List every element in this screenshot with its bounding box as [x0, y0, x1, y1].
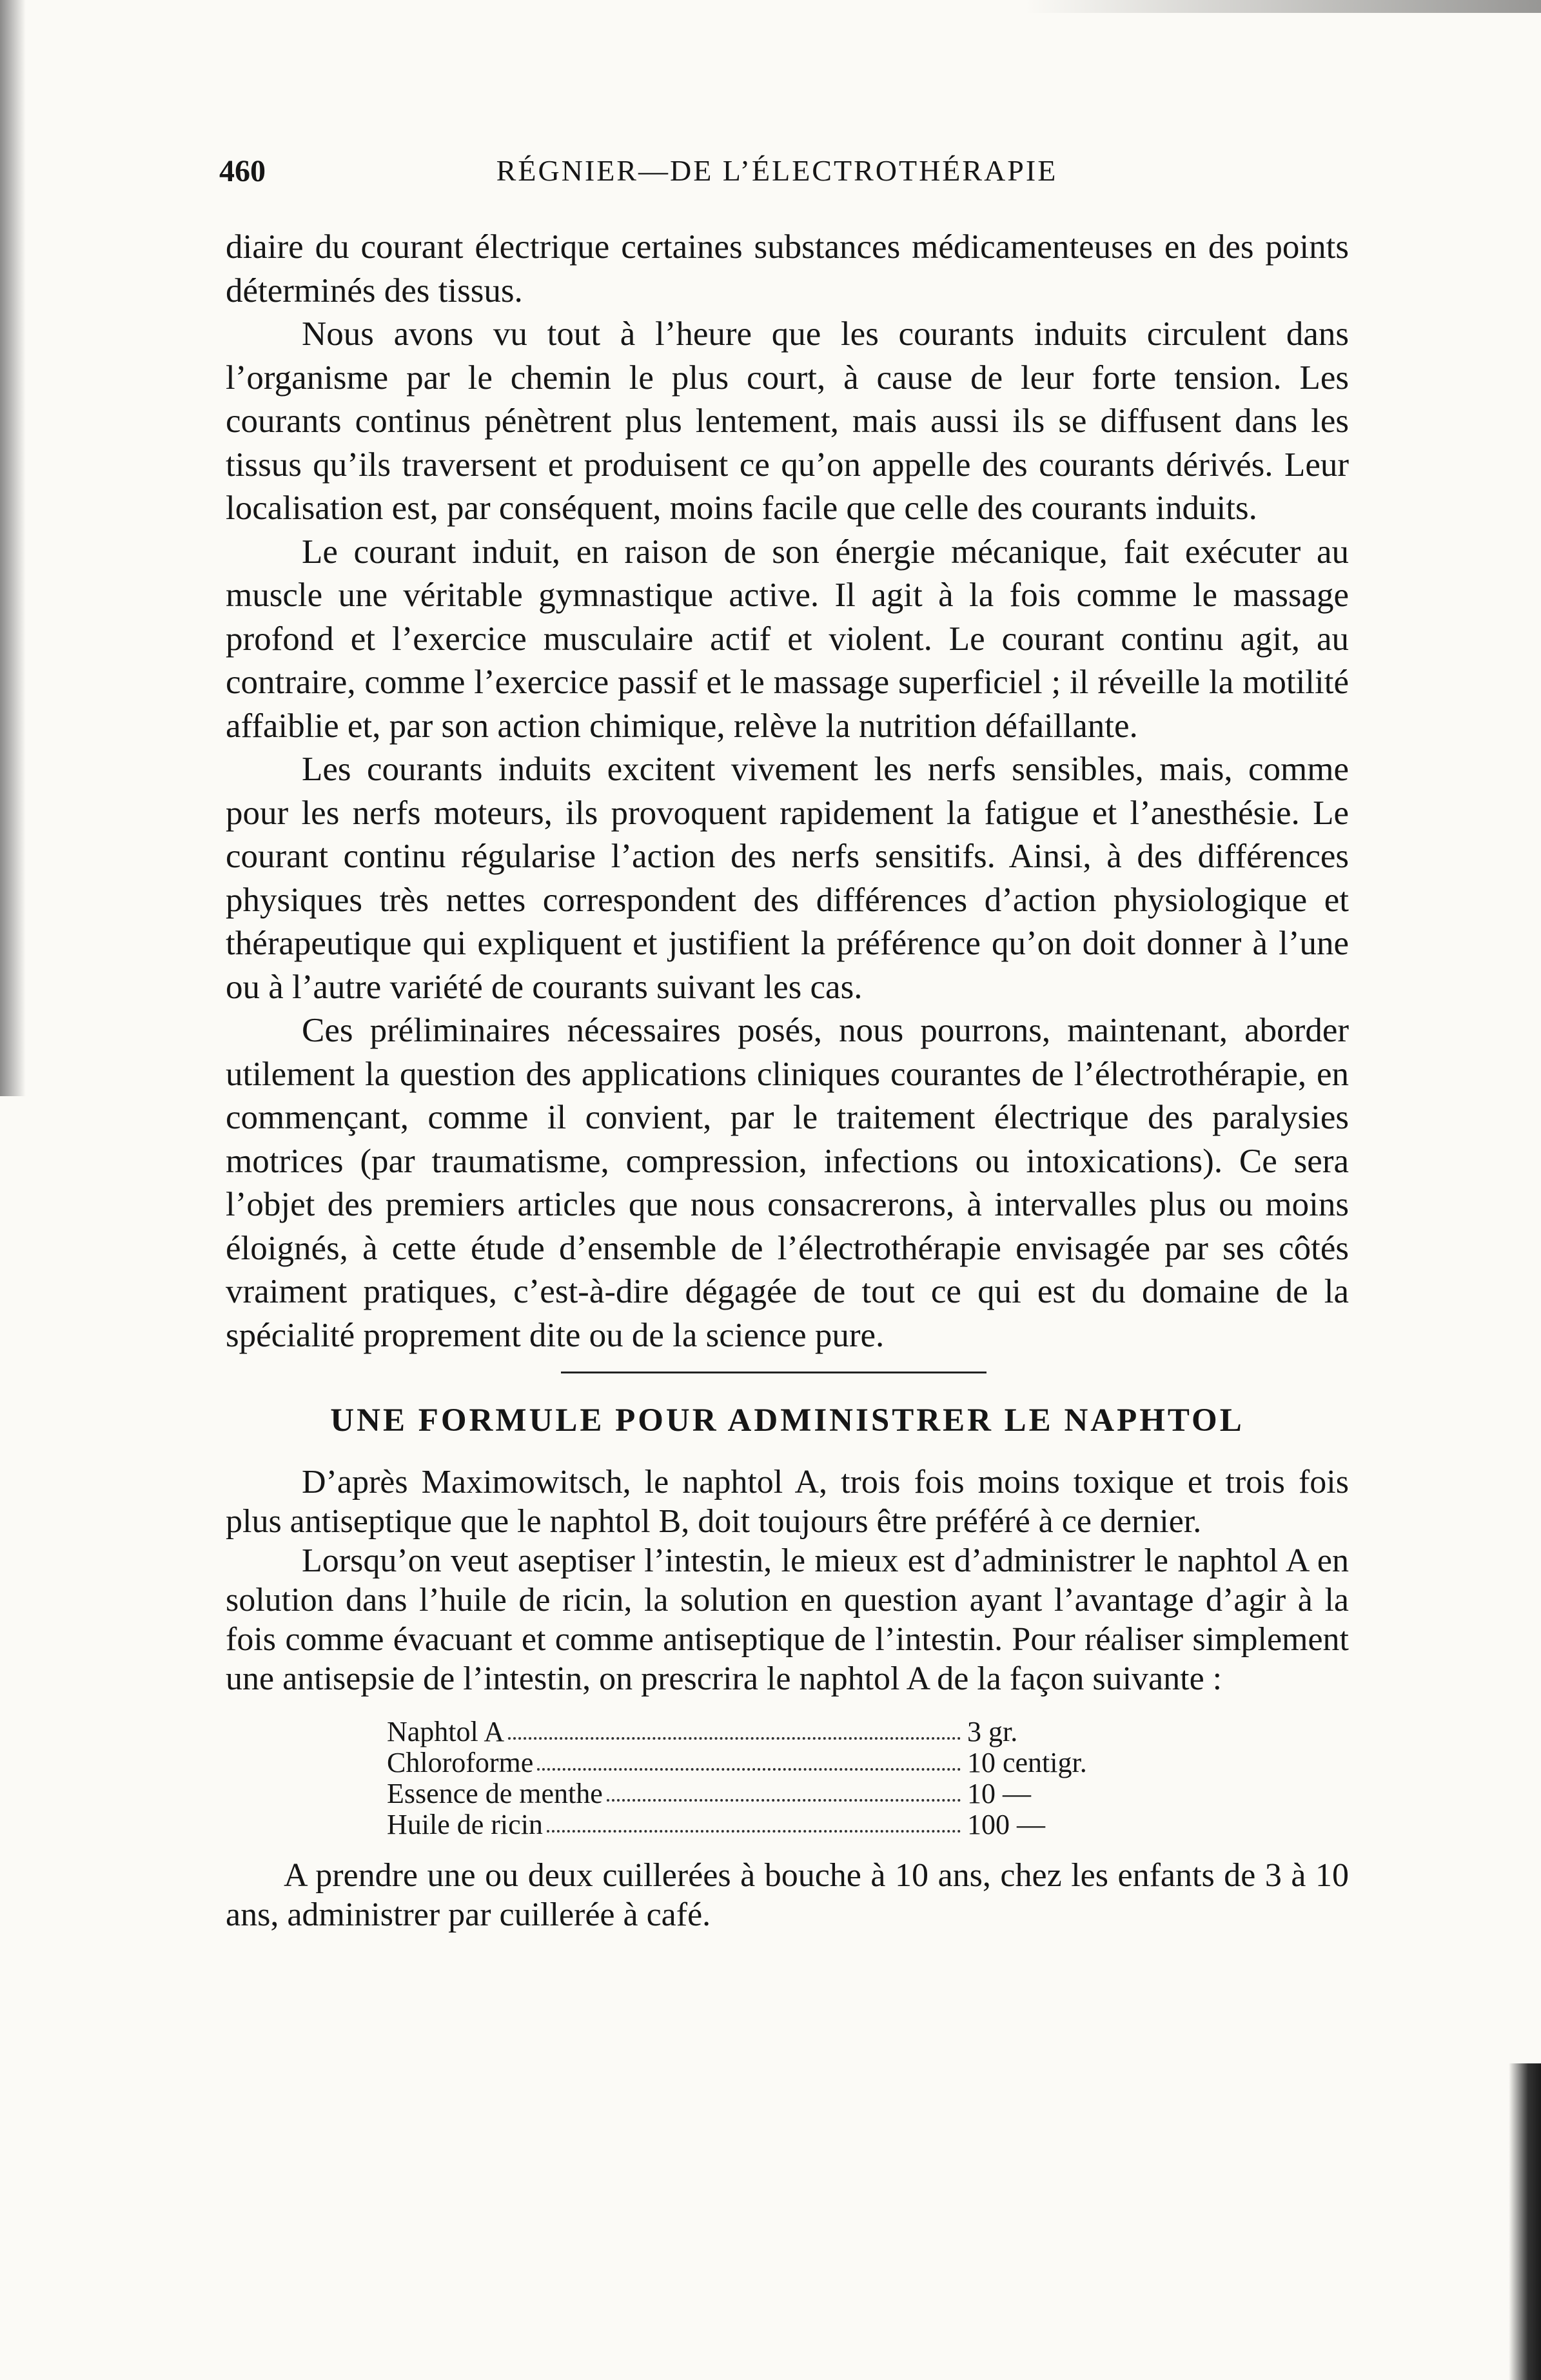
paragraph-sensory-nerves: Les courants induits excitent vivement les nerfs sensibles, mais, comme pour les nerfs moteurs, ils provoquent rapidement la fatigue et l’anesthésie. Le courant continu régularise l’action des nerfs sensitifs. Ainsi, à des différences physiques très nettes correspondent des différences d’action physiologique et thérapeutique qui expliquent et justifient la préférence qu’on doit donner à l’une ou à l’autre variété de courants suivant les cas.	[226, 751, 1349, 1006]
formula-ingredient: Essence de menthe	[387, 1778, 603, 1809]
paragraph-induced-currents: Nous avons vu tout à l’heure que les courants induits circulent dans l’organisme par le chemin le plus court, à cause de leur forte tension. Les courants continus pénètrent plus lentement, mais aussi ils se diffusent dans les tissus qu’ils traversent et produisent ce qu’on appelle des courants dérivés. Leur localisation est, par conséquent, moins facile que celle des courants induits.	[226, 315, 1349, 527]
formula-ingredient: Naphtol A	[387, 1716, 505, 1747]
section-divider	[561, 1372, 986, 1373]
prescription-formula	[226, 1716, 1349, 1840]
section-title: UNE FORMULE POUR ADMINISTRER LE NAPHTOL	[330, 1402, 1244, 1439]
leader-dots	[508, 1716, 961, 1740]
formula-row	[387, 1716, 1161, 1747]
paragraph-maximowitsch: D’après Maximowitsch, le naphtol A, trois fois moins toxique et trois fois plus antiseptique que le naphtol B, doit toujours être préféré à ce dernier.	[226, 1464, 1349, 1540]
formula-quantity: 100 —	[967, 1809, 1045, 1840]
paragraph-continuation: diaire du courant électrique certaines substances médicamenteuses en des points déterminés des tissus.	[226, 228, 1349, 310]
page-edge-shadow-top	[1025, 0, 1541, 13]
leader-dots	[607, 1778, 961, 1802]
formula-row	[387, 1809, 1161, 1840]
paragraph-preliminaries: Ces préliminaires nécessaires posés, nous pourrons, maintenant, aborder utilement la question des applications cliniques courantes de l’électrothérapie, en commençant, comme il convient, par le traitement électrique des paralysies motrices (par traumatisme, compression, infections ou intoxications). Ce sera l’objet des premiers articles que nous consacrerons, à intervalles plus ou moins éloignés, à cette étude d’ensemble de l’électrothérapie envisagée par ses côtés vraiment pratiques, c’est-à-dire dégagée de tout ce qui est du domaine de la spécialité proprement dite ou de la science pure.	[226, 1012, 1349, 1354]
formula-row	[387, 1778, 1161, 1809]
page-number: 460	[219, 154, 266, 188]
page-edge-shadow-right	[1509, 2063, 1541, 2380]
formula-ingredient: Huile de ricin	[387, 1809, 543, 1840]
page-header	[219, 153, 1335, 199]
paragraph-dosage: A prendre une ou deux cuillerées à bouche à 10 ans, chez les enfants de 3 à 10 ans, administrer par cuillerée à café.	[226, 1857, 1349, 1933]
paragraph-muscle-action: Le courant induit, en raison de son énergie mécanique, fait exécuter au muscle une véritable gymnastique active. Il agit à la fois comme le massage profond et l’exercice musculaire actif et violent. Le courant continu agit, au contraire, comme l’exercice passif et le massage superficiel ; il réveille la motilité affaiblie et, par son action chimique, relève la nutrition défaillante.	[226, 533, 1349, 745]
page-edge-shadow-left	[0, 0, 26, 1096]
formula-quantity: 10 centigr.	[967, 1747, 1087, 1778]
formula-quantity: 10 —	[967, 1778, 1031, 1809]
formula-row	[387, 1747, 1161, 1778]
formula-ingredient: Chloroforme	[387, 1747, 534, 1778]
formula-quantity: 3 gr.	[967, 1716, 1018, 1747]
running-title: RÉGNIER—DE L’ÉLECTROTHÉRAPIE	[496, 154, 1058, 187]
main-text	[226, 226, 1349, 1934]
paragraph-aseptiser: Lorsqu’on veut aseptiser l’intestin, le mieux est d’administrer le naphtol A en solution dans l’huile de ricin, la solution en question ayant l’avantage d’agir à la fois comme évacuant et comme antiseptique de l’intestin. Pour réaliser simplement une antisepsie de l’intestin, on prescrira le naphtol A de la façon suivante :	[226, 1542, 1349, 1697]
leader-dots	[547, 1809, 961, 1833]
leader-dots	[537, 1747, 961, 1771]
